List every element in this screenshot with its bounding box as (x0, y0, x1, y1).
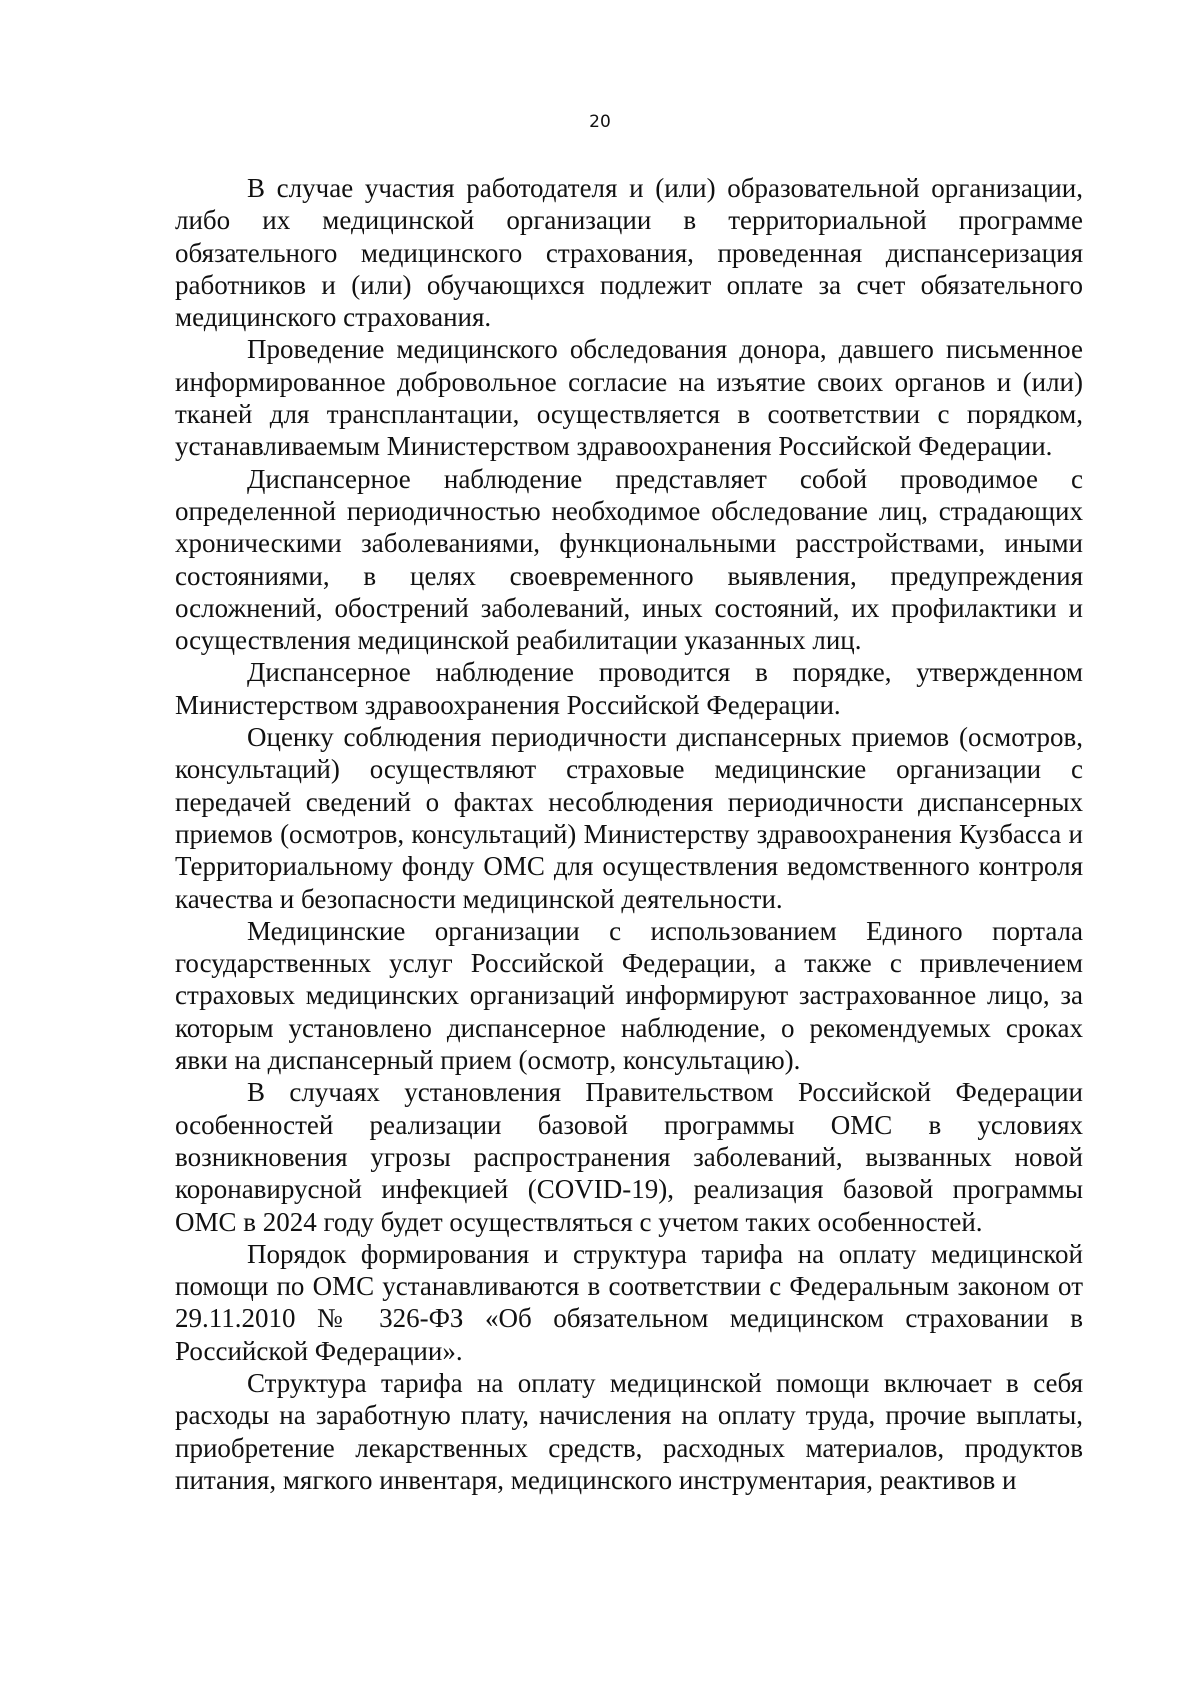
paragraph: Структура тарифа на оплату медицинской помощи включает в себя расходы на заработную плату, начисления на оплату труда, прочие выплаты, приобретение лекарственных средств, расходных материалов, продуктов питания, мягкого инвентаря, медицинского инструментария, реактивов и (175, 1367, 1083, 1495)
paragraph: Оценку соблюдения периодичности диспансерных приемов (осмотров, консультаций) осуществляют страховые медицинские организации с передачей сведений о фактах несоблюдения периодичности диспансерных приемов (осмотров, консультаций) Министерству здравоохранения Кузбасса и Территориальному фонду ОМС для осуществления ведомственного контроля качества и безопасности медицинской деятельности. (175, 722, 1083, 914)
paragraph: Проведение медицинского обследования донора, давшего письменное информированное добровольное согласие на изъятие своих органов и (или) тканей для трансплантации, осуществляется в соответствии с порядком, устанавливаемым Министерством здравоохранения Российской Федерации. (175, 334, 1083, 462)
paragraph: В случаях установления Правительством Российской Федерации особенностей реализации базовой программы ОМС в условиях возникновения угрозы распространения заболеваний, вызванных новой коронавирусной инфекцией (COVID-19), реализация базовой программы ОМС в 2024 году будет осуществляться с учетом таких особенностей. (175, 1077, 1083, 1237)
paragraph: Диспансерное наблюдение представляет собой проводимое с определенной периодичностью необходимое обследование лиц, страдающих хроническими заболеваниями, функциональными расстройствами, иными состояниями, в целях своевременного выявления, предупреждения осложнений, обострений заболеваний, иных состояний, их профилактики и осуществления медицинской реабилитации указанных лиц. (175, 463, 1083, 656)
page-number: 20 (589, 112, 611, 132)
paragraph: В случае участия работодателя и (или) образовательной организации, либо их медицинской организации в территориальной программе обязательного медицинского страхования, проведенная диспансеризация работников и (или) обучающихся подлежит оплате за счет обязательного медицинского страхования. (175, 173, 1083, 333)
paragraph: Диспансерное наблюдение проводится в порядке, утвержденном Министерством здравоохранения Российской Федерации. (175, 657, 1083, 720)
document-body (175, 172, 1083, 1496)
paragraph: Медицинские организации с использованием Единого портала государственных услуг Российской Федерации, а также с привлечением страховых медицинских организаций информируют застрахованное лицо, за которым установлено диспансерное наблюдение, о рекомендуемых сроках явки на диспансерный прием (осмотр, консультацию). (175, 915, 1083, 1076)
paragraph: Порядок формирования и структура тарифа на оплату медицинской помощи по ОМС устанавливаются в соответствии с Федеральным законом от 29.11.2010 № 326-ФЗ «Об обязательном медицинском страховании в Российской Федерации». (175, 1238, 1083, 1366)
